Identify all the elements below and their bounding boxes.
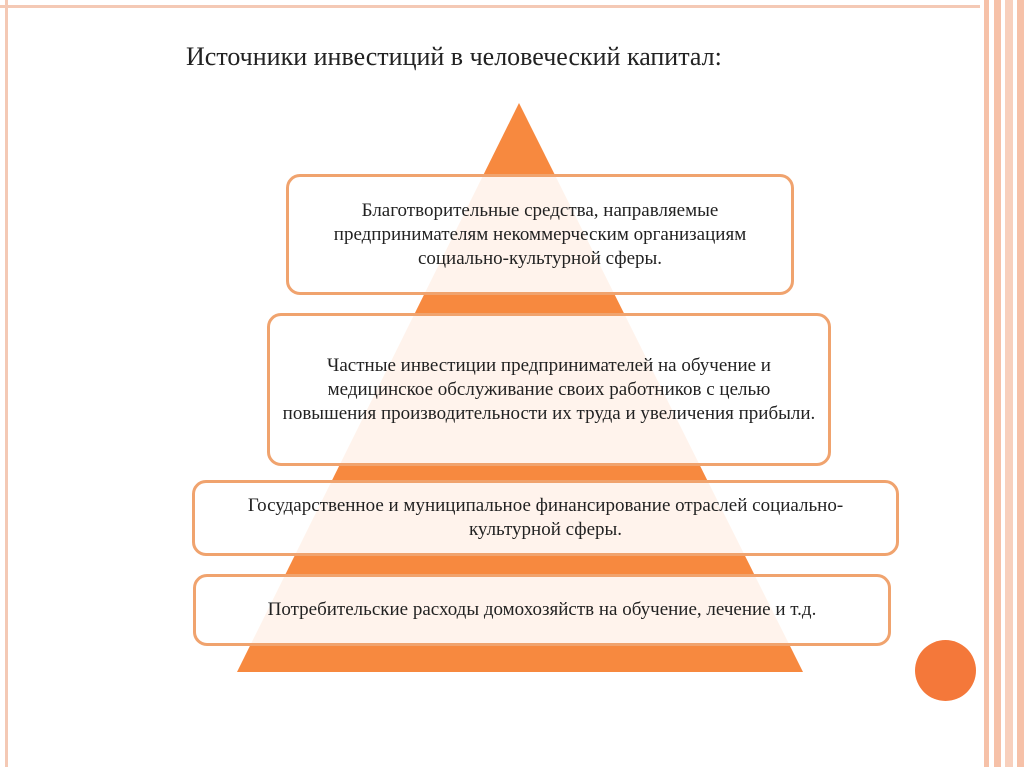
slide-title: Источники инвестиций в человеческий капитал: [186, 42, 722, 71]
pyramid-level-base [193, 574, 891, 646]
accent-circle [915, 640, 976, 701]
level-text: Благотворительные средства, направляемые предпринимателям некоммерческим организациям социально-культурной сферы. [333, 199, 747, 269]
pyramid-level-third [192, 480, 899, 556]
pyramid-level-second [267, 313, 831, 466]
pyramid-level-top [286, 174, 794, 295]
level-text: Частные инвестиции предпринимателей на обучение и медицинское обслуживание своих работников с целью повышения производительности их труда и увеличения прибыли. [282, 354, 816, 424]
level-text: Государственное и муниципальное финансирование отраслей социально-культурной сферы. [247, 495, 844, 540]
level-text: Потребительские расходы домохозяйств на обучение, лечение и т.д. [267, 599, 817, 620]
